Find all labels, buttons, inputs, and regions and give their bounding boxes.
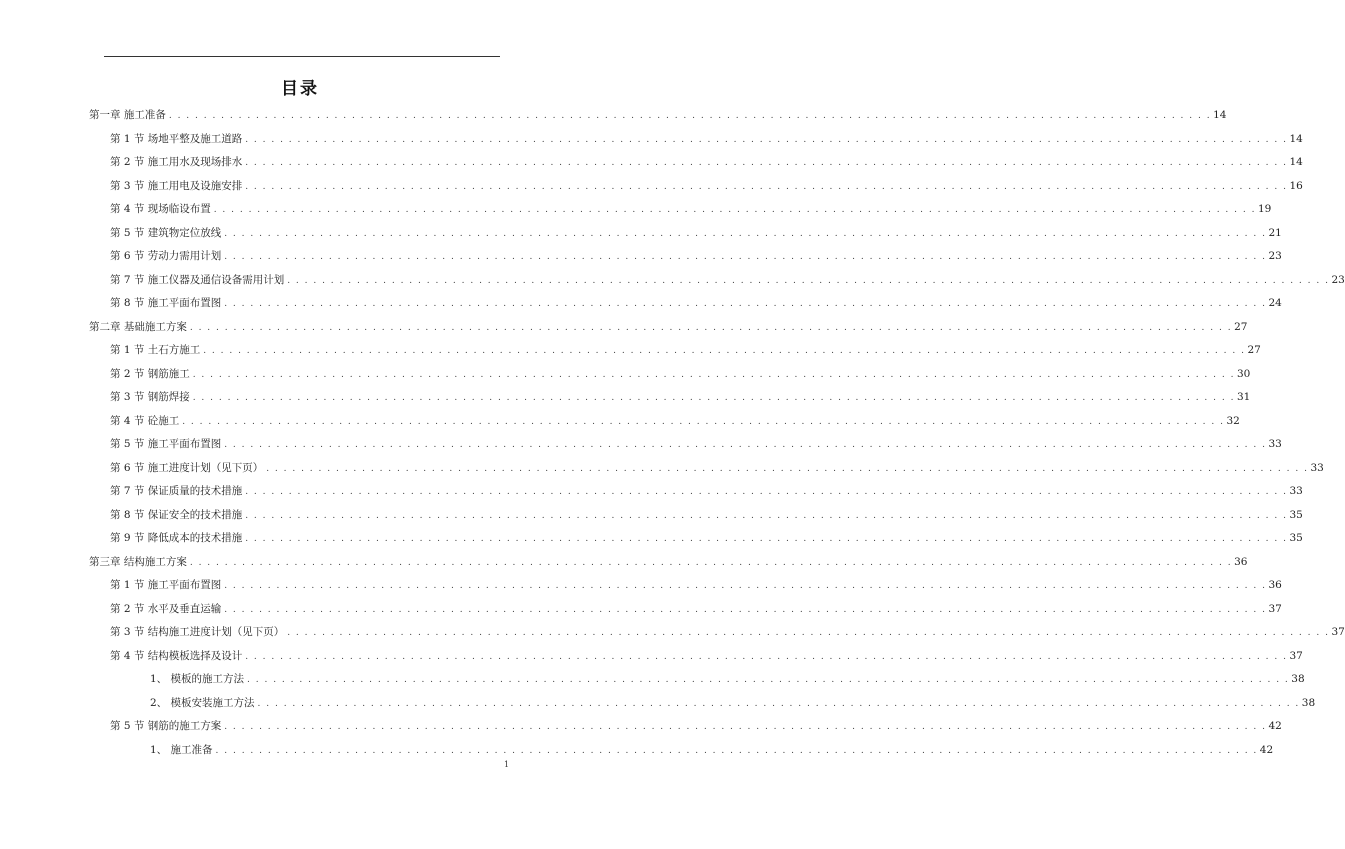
- toc-leader-dots: . . . . . . . . . . . . . . . . . . . . . . . . . . . . . . . . . . . . . . . . . . . . . . . . . . . . . . . . . . . . . . . . . . . . . . . . . . . . . . . . . . . . . . . . . . . . . . . . . . . . . . . . . . . . . . . . . . . . . . . .: [245, 534, 1288, 544]
- toc-entry[interactable]: [110, 412, 1240, 430]
- toc-leader-dots: . . . . . . . . . . . . . . . . . . . . . . . . . . . . . . . . . . . . . . . . . . . . . . . . . . . . . . . . . . . . . . . . . . . . . . . . . . . . . . . . . . . . . . . . . . . . . . . . . . . . . . . . . . . . . . . . . . . . . . . .: [192, 369, 1235, 380]
- toc-entry[interactable]: [110, 388, 1251, 406]
- toc-leader-dots: . . . . . . . . . . . . . . . . . . . . . . . . . . . . . . . . . . . . . . . . . . . . . . . . . . . . . . . . . . . . . . . . . . . . . . . . . . . . . . . . . . . . . . . . . . . . . . . . . . . . . . . . . . . . . . . . . . . . . . . .: [224, 228, 1267, 239]
- toc-entry-page: 23: [1268, 250, 1282, 262]
- toc-entry-page: 36: [1268, 579, 1282, 591]
- toc-leader-dots: . . . . . . . . . . . . . . . . . . . . . . . . . . . . . . . . . . . . . . . . . . . . . . . . . . . . . . . . . . . . . . . . . . . . . . . . . . . . . . . . . . . . . . . . . . . . . . . . . . . . . . . . . . . . . . . . . . . . . . . .: [247, 675, 1290, 685]
- toc-entry-label: 第 8 节 施工平面布置图: [110, 297, 222, 309]
- toc-entry-page: 14: [1289, 132, 1303, 145]
- toc-entry[interactable]: [110, 623, 1345, 641]
- toc-entry-page: 30: [1236, 367, 1251, 380]
- toc-entry[interactable]: [110, 576, 1282, 594]
- toc-entry-page: 42: [1259, 743, 1274, 756]
- toc-leader-dots: . . . . . . . . . . . . . . . . . . . . . . . . . . . . . . . . . . . . . . . . . . . . . . . . . . . . . . . . . . . . . . . . . . . . . . . . . . . . . . . . . . . . . . . . . . . . . . . . . . . . . . . . . . . . . . . . . . . . . . . .: [257, 698, 1300, 709]
- toc-entry-label: 第 5 节 建筑物定位放线: [110, 226, 222, 239]
- toc-entry[interactable]: [110, 341, 1261, 359]
- toc-leader-dots: . . . . . . . . . . . . . . . . . . . . . . . . . . . . . . . . . . . . . . . . . . . . . . . . . . . . . . . . . . . . . . . . . . . . . . . . . . . . . . . . . . . . . . . . . . . . . . . . . . . . . . . . . . . . . . . . . . . . . . . .: [245, 651, 1288, 662]
- toc-entry[interactable]: [110, 130, 1303, 148]
- toc-leader-dots: . . . . . . . . . . . . . . . . . . . . . . . . . . . . . . . . . . . . . . . . . . . . . . . . . . . . . . . . . . . . . . . . . . . . . . . . . . . . . . . . . . . . . . . . . . . . . . . . . . . . . . . . . . . . . . . . . . . . . . . .: [189, 557, 1233, 568]
- toc-entry-label: 第 3 节 结构施工进度计划（见下页）: [110, 626, 285, 638]
- toc-entry-page: 24: [1268, 297, 1282, 309]
- toc-entry-label: 第一章 施工准备: [89, 109, 166, 121]
- toc-entry-page: 36: [1234, 555, 1248, 568]
- toc-entry-label: 第 1 节 施工平面布置图: [110, 579, 222, 591]
- toc-leader-dots: . . . . . . . . . . . . . . . . . . . . . . . . . . . . . . . . . . . . . . . . . . . . . . . . . . . . . . . . . . . . . . . . . . . . . . . . . . . . . . . . . . . . . . . . . . . . . . . . . . . . . . . . . . . . . . . . . . . . . . . .: [245, 181, 1288, 192]
- toc-entry[interactable]: [150, 741, 1274, 759]
- toc-leader-dots: . . . . . . . . . . . . . . . . . . . . . . . . . . . . . . . . . . . . . . . . . . . . . . . . . . . . . . . . . . . . . . . . . . . . . . . . . . . . . . . . . . . . . . . . . . . . . . . . . . . . . . . . . . . . . . . . . . . . . . . .: [215, 745, 1258, 756]
- toc-entry-label: 第 3 节 施工用电及设施安排: [110, 179, 243, 192]
- toc-entry-label: 第 6 节 劳动力需用计划: [110, 250, 222, 262]
- toc-entry-label: 第 1 节 场地平整及施工道路: [110, 132, 243, 145]
- toc-entry-label: 第 6 节 施工进度计划（见下页）: [110, 461, 264, 474]
- header-rule: [104, 56, 500, 57]
- toc-entry[interactable]: [110, 435, 1282, 453]
- toc-entry-page: 14: [1213, 109, 1227, 121]
- toc-entry-page: 37: [1289, 649, 1303, 662]
- toc-entry[interactable]: [150, 694, 1316, 712]
- toc-entry[interactable]: [110, 506, 1303, 524]
- toc-entry-page: 27: [1247, 344, 1261, 356]
- toc-entry[interactable]: [110, 153, 1303, 171]
- toc-leader-dots: . . . . . . . . . . . . . . . . . . . . . . . . . . . . . . . . . . . . . . . . . . . . . . . . . . . . . . . . . . . . . . . . . . . . . . . . . . . . . . . . . . . . . . . . . . . . . . . . . . . . . . . . . . . . . . . . . . . . . . . .: [224, 722, 1267, 732]
- toc-entry-page: 33: [1310, 461, 1324, 474]
- toc-leader-dots: . . . . . . . . . . . . . . . . . . . . . . . . . . . . . . . . . . . . . . . . . . . . . . . . . . . . . . . . . . . . . . . . . . . . . . . . . . . . . . . . . . . . . . . . . . . . . . . . . . . . . . . . . . . . . . . . . . . . . . . .: [245, 487, 1288, 497]
- toc-leader-dots: . . . . . . . . . . . . . . . . . . . . . . . . . . . . . . . . . . . . . . . . . . . . . . . . . . . . . . . . . . . . . . . . . . . . . . . . . . . . . . . . . . . . . . . . . . . . . . . . . . . . . . . . . . . . . . . . . . . . . . . .: [224, 604, 1267, 615]
- toc-entry-page: 33: [1289, 485, 1303, 497]
- toc-leader-dots: . . . . . . . . . . . . . . . . . . . . . . . . . . . . . . . . . . . . . . . . . . . . . . . . . . . . . . . . . . . . . . . . . . . . . . . . . . . . . . . . . . . . . . . . . . . . . . . . . . . . . . . . . . . . . . . . . . . . . . . .: [245, 134, 1288, 145]
- toc-entry-page: 23: [1331, 273, 1345, 286]
- toc-entry-page: 33: [1268, 438, 1282, 450]
- toc-entry[interactable]: [110, 600, 1282, 618]
- toc-leader-dots: . . . . . . . . . . . . . . . . . . . . . . . . . . . . . . . . . . . . . . . . . . . . . . . . . . . . . . . . . . . . . . . . . . . . . . . . . . . . . . . . . . . . . . . . . . . . . . . . . . . . . . . . . . . . . . . . . . . . . . . .: [192, 393, 1235, 403]
- toc-leader-dots: . . . . . . . . . . . . . . . . . . . . . . . . . . . . . . . . . . . . . . . . . . . . . . . . . . . . . . . . . . . . . . . . . . . . . . . . . . . . . . . . . . . . . . . . . . . . . . . . . . . . . . . . . . . . . . . . . . . . . . . .: [224, 581, 1267, 591]
- toc-entry-page: 32: [1226, 414, 1240, 427]
- toc-entry[interactable]: [110, 459, 1324, 477]
- toc-entry[interactable]: [110, 482, 1303, 500]
- toc-leader-dots: . . . . . . . . . . . . . . . . . . . . . . . . . . . . . . . . . . . . . . . . . . . . . . . . . . . . . . . . . . . . . . . . . . . . . . . . . . . . . . . . . . . . . . . . . . . . . . . . . . . . . . . . . . . . . . . . . . . . . . . .: [213, 205, 1256, 215]
- toc-leader-dots: . . . . . . . . . . . . . . . . . . . . . . . . . . . . . . . . . . . . . . . . . . . . . . . . . . . . . . . . . . . . . . . . . . . . . . . . . . . . . . . . . . . . . . . . . . . . . . . . . . . . . . . . . . . . . . . . . . . . . . . .: [182, 416, 1225, 427]
- toc-leader-dots: . . . . . . . . . . . . . . . . . . . . . . . . . . . . . . . . . . . . . . . . . . . . . . . . . . . . . . . . . . . . . . . . . . . . . . . . . . . . . . . . . . . . . . . . . . . . . . . . . . . . . . . . . . . . . . . . . . . . . . . .: [245, 510, 1288, 521]
- toc-entry-label: 第 8 节 保证安全的技术措施: [110, 508, 243, 521]
- toc-entry-label: 第 4 节 结构模板选择及设计: [110, 649, 243, 662]
- toc-entry-label: 第三章 结构施工方案: [89, 555, 187, 568]
- toc-entry-label: 第 3 节 钢筋焊接: [110, 391, 190, 403]
- toc-leader-dots: . . . . . . . . . . . . . . . . . . . . . . . . . . . . . . . . . . . . . . . . . . . . . . . . . . . . . . . . . . . . . . . . . . . . . . . . . . . . . . . . . . . . . . . . . . . . . . . . . . . . . . . . . . . . . . . . . . . . . . . .: [224, 299, 1267, 309]
- toc-entry-page: 27: [1234, 320, 1248, 333]
- toc-entry[interactable]: [89, 553, 1248, 571]
- toc-entry-label: 第 1 节 土石方施工: [110, 344, 201, 356]
- toc-leader-dots: . . . . . . . . . . . . . . . . . . . . . . . . . . . . . . . . . . . . . . . . . . . . . . . . . . . . . . . . . . . . . . . . . . . . . . . . . . . . . . . . . . . . . . . . . . . . . . . . . . . . . . . . . . . . . . . . . . . . . . . .: [203, 346, 1246, 356]
- toc-entry-page: 21: [1268, 226, 1282, 239]
- toc-entry[interactable]: [110, 365, 1251, 383]
- toc-entry-label: 第 5 节 施工平面布置图: [110, 438, 222, 450]
- toc-leader-dots: . . . . . . . . . . . . . . . . . . . . . . . . . . . . . . . . . . . . . . . . . . . . . . . . . . . . . . . . . . . . . . . . . . . . . . . . . . . . . . . . . . . . . . . . . . . . . . . . . . . . . . . . . . . . . . . . . . . . . . . .: [266, 463, 1309, 474]
- toc-entry-label: 2、 模板安装施工方法: [150, 696, 255, 709]
- toc-entry-label: 第 7 节 保证质量的技术措施: [110, 485, 243, 497]
- toc-leader-dots: . . . . . . . . . . . . . . . . . . . . . . . . . . . . . . . . . . . . . . . . . . . . . . . . . . . . . . . . . . . . . . . . . . . . . . . . . . . . . . . . . . . . . . . . . . . . . . . . . . . . . . . . . . . . . . . . . . . . . . . .: [224, 440, 1267, 450]
- toc-leader-dots: . . . . . . . . . . . . . . . . . . . . . . . . . . . . . . . . . . . . . . . . . . . . . . . . . . . . . . . . . . . . . . . . . . . . . . . . . . . . . . . . . . . . . . . . . . . . . . . . . . . . . . . . . . . . . . . . . . . . . . . .: [189, 322, 1233, 333]
- toc-entry-page: 42: [1268, 720, 1282, 732]
- toc-entry-page: 14: [1289, 156, 1303, 168]
- toc-entry-label: 第 9 节 降低成本的技术措施: [110, 532, 243, 544]
- toc-entry-page: 37: [1268, 602, 1282, 615]
- toc-entry-page: 31: [1236, 391, 1251, 403]
- toc-leader-dots: . . . . . . . . . . . . . . . . . . . . . . . . . . . . . . . . . . . . . . . . . . . . . . . . . . . . . . . . . . . . . . . . . . . . . . . . . . . . . . . . . . . . . . . . . . . . . . . . . . . . . . . . . . . . . . . . . . . . . . . .: [224, 252, 1267, 262]
- toc-entry[interactable]: [110, 294, 1282, 312]
- toc-leader-dots: . . . . . . . . . . . . . . . . . . . . . . . . . . . . . . . . . . . . . . . . . . . . . . . . . . . . . . . . . . . . . . . . . . . . . . . . . . . . . . . . . . . . . . . . . . . . . . . . . . . . . . . . . . . . . . . . . . . . . . . .: [168, 111, 1212, 121]
- toc-entry-label: 1、 施工准备: [150, 743, 213, 756]
- toc-entry-label: 第 2 节 钢筋施工: [110, 367, 190, 380]
- toc-entry[interactable]: [110, 647, 1303, 665]
- toc-entry[interactable]: [110, 224, 1282, 242]
- toc-entry-label: 第 2 节 水平及垂直运输: [110, 602, 222, 615]
- toc-title: 目录: [281, 79, 319, 99]
- toc-entry[interactable]: [110, 271, 1345, 289]
- toc-entry-label: 第 4 节 砼施工: [110, 414, 180, 427]
- toc-leader-dots: . . . . . . . . . . . . . . . . . . . . . . . . . . . . . . . . . . . . . . . . . . . . . . . . . . . . . . . . . . . . . . . . . . . . . . . . . . . . . . . . . . . . . . . . . . . . . . . . . . . . . . . . . . . . . . . . . . . . . . . .: [287, 275, 1330, 286]
- toc-leader-dots: . . . . . . . . . . . . . . . . . . . . . . . . . . . . . . . . . . . . . . . . . . . . . . . . . . . . . . . . . . . . . . . . . . . . . . . . . . . . . . . . . . . . . . . . . . . . . . . . . . . . . . . . . . . . . . . . . . . . . . . .: [287, 628, 1330, 638]
- toc-entry-page: 35: [1289, 508, 1303, 521]
- toc-entry[interactable]: [110, 177, 1303, 195]
- toc-entry[interactable]: [110, 717, 1282, 735]
- toc-entry-page: 35: [1289, 532, 1303, 544]
- toc-entry-label: 第 5 节 钢筋的施工方案: [110, 720, 222, 732]
- toc-entry-page: 38: [1301, 696, 1316, 709]
- toc-entry-page: 37: [1331, 626, 1345, 638]
- toc-entry-label: 第 2 节 施工用水及现场排水: [110, 156, 243, 168]
- toc-entry-page: 19: [1257, 203, 1272, 215]
- toc-entry[interactable]: [110, 529, 1303, 547]
- toc-entry-label: 1、 模板的施工方法: [150, 673, 245, 685]
- page-number: 1: [504, 760, 510, 769]
- toc-entry-page: 16: [1289, 179, 1303, 192]
- toc-entry-label: 第二章 基础施工方案: [89, 320, 187, 333]
- toc-entry-label: 第 7 节 施工仪器及通信设备需用计划: [110, 273, 285, 286]
- toc-entry[interactable]: [89, 106, 1227, 124]
- toc-entry-page: 38: [1291, 673, 1305, 685]
- toc-entry[interactable]: [110, 247, 1282, 265]
- toc-entry[interactable]: [110, 200, 1272, 218]
- toc-entry-label: 第 4 节 现场临设布置: [110, 203, 211, 215]
- toc-leader-dots: . . . . . . . . . . . . . . . . . . . . . . . . . . . . . . . . . . . . . . . . . . . . . . . . . . . . . . . . . . . . . . . . . . . . . . . . . . . . . . . . . . . . . . . . . . . . . . . . . . . . . . . . . . . . . . . . . . . . . . . .: [245, 158, 1288, 168]
- toc-entry[interactable]: [150, 670, 1305, 688]
- toc-entry[interactable]: [89, 318, 1248, 336]
